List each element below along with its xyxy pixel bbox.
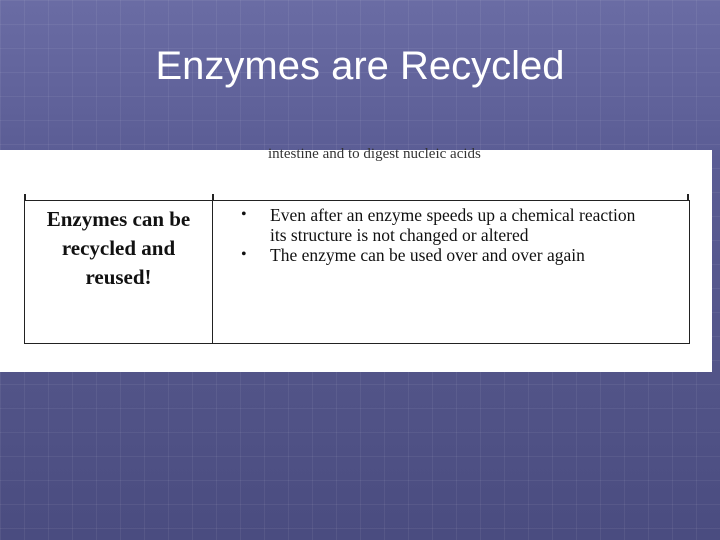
heading-line: reused! <box>85 265 152 289</box>
bullet-text-line: its structure is not changed or altered <box>270 225 529 245</box>
bullet-text-line: The enzyme can be used over and over again <box>270 245 585 265</box>
heading-line: recycled and <box>61 236 176 260</box>
bullet-text-line: Even after an enzyme speeds up a chemical reaction <box>270 205 636 225</box>
heading-line: Enzymes can be <box>46 207 191 231</box>
table-content-cell <box>213 201 689 343</box>
table-image-panel <box>0 146 712 372</box>
enzyme-table <box>24 200 690 344</box>
bullet-icon: • <box>241 246 247 263</box>
list-item <box>213 205 689 245</box>
list-item <box>213 245 689 265</box>
cut-off-text-line <box>268 146 548 162</box>
slide-title: Enzymes are Recycled <box>155 44 565 88</box>
table-heading-cell <box>25 201 213 343</box>
bullet-icon: • <box>241 206 247 223</box>
bullet-list <box>213 201 689 265</box>
cut-off-text: intestine and to digest nucleic acids <box>268 146 481 162</box>
